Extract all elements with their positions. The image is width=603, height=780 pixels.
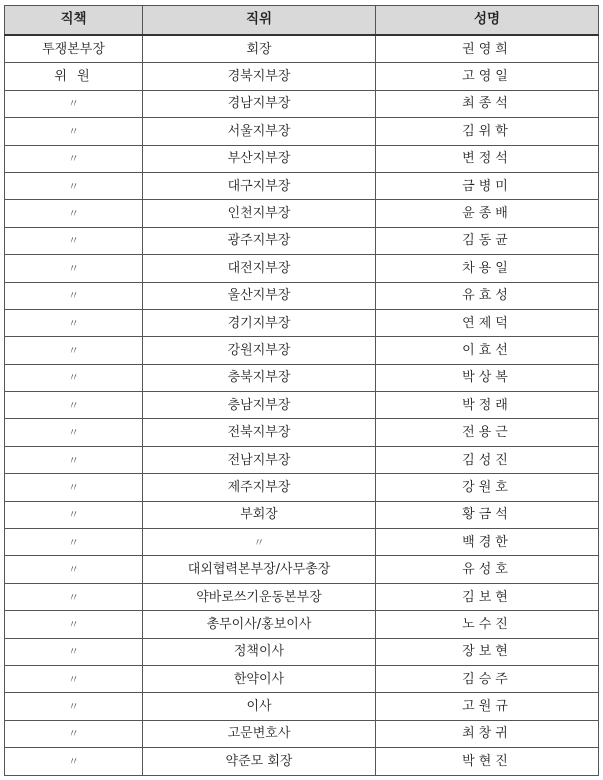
table-row (5, 255, 599, 282)
cell-position: 충북지부장 (143, 364, 376, 391)
cell-role: 〃 (5, 583, 143, 610)
cell-position: 인천지부장 (143, 200, 376, 227)
cell-position: 대구지부장 (143, 172, 376, 199)
cell-name: 최창귀 (376, 720, 599, 747)
cell-name: 금병미 (376, 172, 599, 199)
cell-position: 경북지부장 (143, 63, 376, 90)
cell-position: 고문변호사 (143, 720, 376, 747)
cell-role: 〃 (5, 227, 143, 254)
cell-role: 〃 (5, 282, 143, 309)
table-row (5, 63, 599, 90)
header-position: 직위 (143, 6, 376, 36)
cell-position: 정책이사 (143, 638, 376, 665)
cell-name: 백경한 (376, 529, 599, 556)
cell-name: 박상복 (376, 364, 599, 391)
table-row (5, 90, 599, 117)
cell-role: 〃 (5, 446, 143, 473)
cell-position: 대외협력본부장/사무총장 (143, 556, 376, 583)
cell-name: 전용근 (376, 419, 599, 446)
cell-name: 김동균 (376, 227, 599, 254)
table-row (5, 392, 599, 419)
cell-position: 총무이사/홍보이사 (143, 611, 376, 638)
cell-position: 부회장 (143, 501, 376, 528)
table-row (5, 748, 599, 775)
cell-position: 〃 (143, 529, 376, 556)
table-row (5, 556, 599, 583)
cell-name: 최종석 (376, 90, 599, 117)
table-row (5, 364, 599, 391)
cell-name: 김보현 (376, 583, 599, 610)
cell-position: 전북지부장 (143, 419, 376, 446)
cell-role: 〃 (5, 392, 143, 419)
cell-role: 〃 (5, 90, 143, 117)
table-row (5, 583, 599, 610)
cell-position: 회장 (143, 35, 376, 63)
table-row (5, 611, 599, 638)
cell-name: 김승주 (376, 665, 599, 692)
cell-role: 〃 (5, 501, 143, 528)
cell-position: 제주지부장 (143, 474, 376, 501)
cell-role: 〃 (5, 145, 143, 172)
cell-position: 충남지부장 (143, 392, 376, 419)
table-row (5, 419, 599, 446)
cell-name: 김위학 (376, 118, 599, 145)
table-row (5, 118, 599, 145)
cell-role: 〃 (5, 337, 143, 364)
header-name: 성명 (376, 6, 599, 36)
table-body (5, 35, 599, 775)
cell-name: 이효선 (376, 337, 599, 364)
table-row (5, 172, 599, 199)
cell-position: 이사 (143, 693, 376, 720)
table-header (5, 6, 599, 36)
cell-position: 약바로쓰기운동본부장 (143, 583, 376, 610)
cell-position: 한약이사 (143, 665, 376, 692)
cell-position: 대전지부장 (143, 255, 376, 282)
cell-name: 유효성 (376, 282, 599, 309)
cell-name: 박현진 (376, 748, 599, 775)
cell-role: 〃 (5, 611, 143, 638)
cell-position: 부산지부장 (143, 145, 376, 172)
cell-role: 〃 (5, 748, 143, 775)
cell-position: 강원지부장 (143, 337, 376, 364)
cell-role: 〃 (5, 638, 143, 665)
cell-name: 강원호 (376, 474, 599, 501)
cell-name: 차용일 (376, 255, 599, 282)
table-row (5, 529, 599, 556)
cell-role: 〃 (5, 419, 143, 446)
cell-role: 〃 (5, 529, 143, 556)
cell-role: 〃 (5, 693, 143, 720)
cell-role: 〃 (5, 172, 143, 199)
cell-role: 〃 (5, 720, 143, 747)
cell-role: 〃 (5, 364, 143, 391)
cell-position: 광주지부장 (143, 227, 376, 254)
cell-role: 〃 (5, 118, 143, 145)
cell-name: 고영일 (376, 63, 599, 90)
cell-position: 약준모 회장 (143, 748, 376, 775)
table-row (5, 665, 599, 692)
table-row (5, 282, 599, 309)
cell-position: 울산지부장 (143, 282, 376, 309)
cell-role: 〃 (5, 309, 143, 336)
table-row (5, 227, 599, 254)
cell-name: 권영희 (376, 35, 599, 63)
table-row (5, 446, 599, 473)
cell-name: 유성호 (376, 556, 599, 583)
table-row (5, 693, 599, 720)
cell-position: 경기지부장 (143, 309, 376, 336)
cell-name: 고원규 (376, 693, 599, 720)
cell-name: 노수진 (376, 611, 599, 638)
roster-table (4, 5, 599, 776)
cell-name: 윤종배 (376, 200, 599, 227)
cell-name: 변정석 (376, 145, 599, 172)
header-role: 직책 (5, 6, 143, 36)
cell-name: 연제덕 (376, 309, 599, 336)
cell-role: 〃 (5, 200, 143, 227)
cell-role: 〃 (5, 665, 143, 692)
table-row (5, 145, 599, 172)
cell-role: 위 원 (5, 63, 143, 90)
table-row (5, 474, 599, 501)
table-row (5, 638, 599, 665)
cell-position: 전남지부장 (143, 446, 376, 473)
cell-role: 〃 (5, 556, 143, 583)
table-row (5, 35, 599, 63)
cell-role: 〃 (5, 474, 143, 501)
cell-name: 장보현 (376, 638, 599, 665)
table-row (5, 501, 599, 528)
table-row (5, 720, 599, 747)
cell-role: 〃 (5, 255, 143, 282)
cell-role: 투쟁본부장 (5, 35, 143, 63)
cell-position: 경남지부장 (143, 90, 376, 117)
cell-name: 황금석 (376, 501, 599, 528)
table-row (5, 309, 599, 336)
table-row (5, 337, 599, 364)
cell-name: 박정래 (376, 392, 599, 419)
cell-name: 김성진 (376, 446, 599, 473)
header-row (5, 6, 599, 36)
table-row (5, 200, 599, 227)
cell-position: 서울지부장 (143, 118, 376, 145)
